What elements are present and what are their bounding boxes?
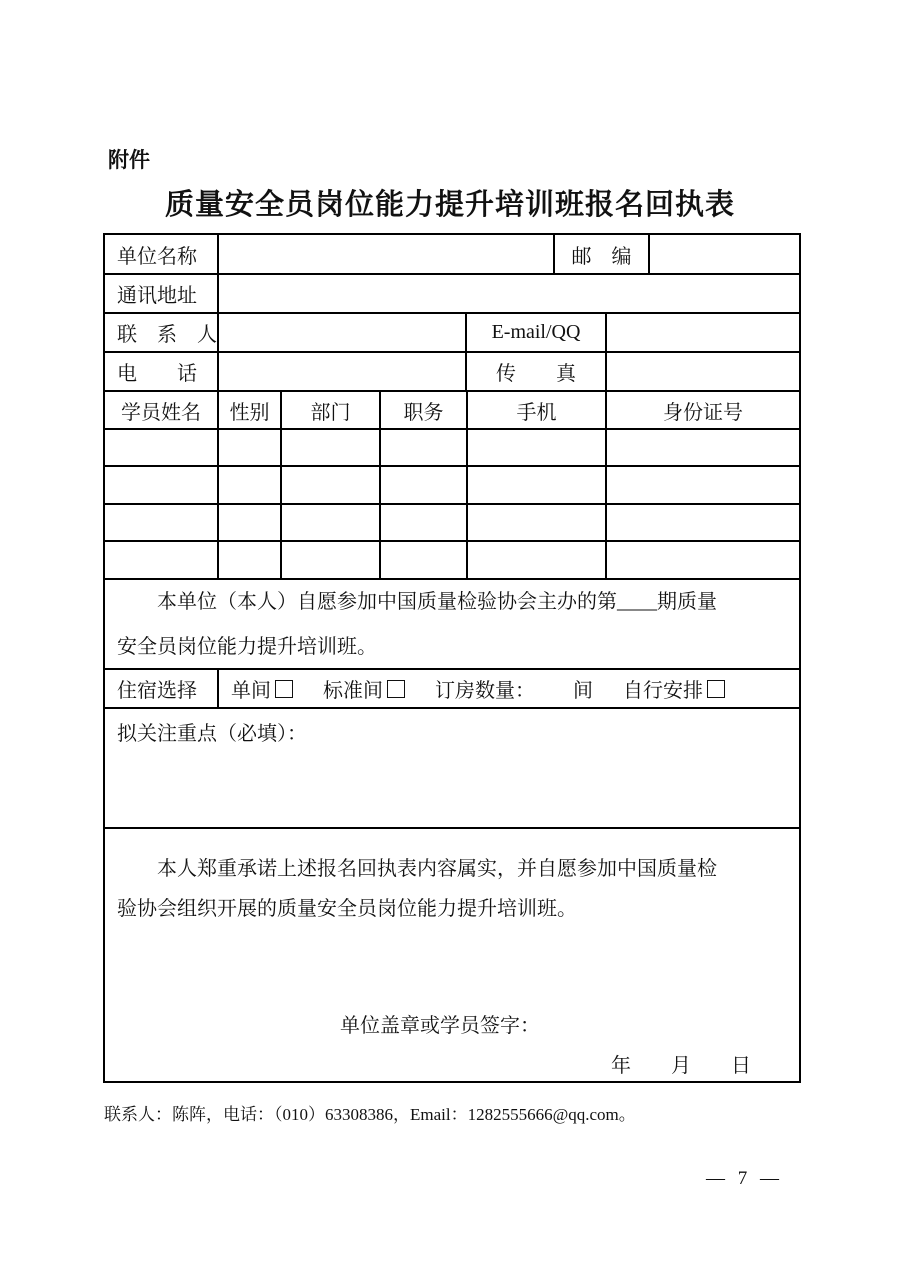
student-cell[interactable] — [219, 430, 282, 465]
focus-label: 拟关注重点（必填）： — [117, 723, 307, 745]
student-header-row — [105, 392, 799, 430]
focus-area[interactable] — [105, 709, 799, 829]
student-cell[interactable] — [607, 430, 799, 465]
student-cell[interactable] — [468, 430, 607, 465]
address-label: 通讯地址 — [105, 275, 219, 312]
student-row — [105, 542, 799, 580]
address-input[interactable] — [219, 275, 799, 312]
checkbox-icon[interactable] — [387, 680, 405, 698]
position-header: 职务 — [381, 392, 468, 428]
student-cell[interactable] — [219, 467, 282, 503]
commitment-block — [105, 829, 799, 1081]
student-cell[interactable] — [381, 430, 468, 465]
phone-row — [105, 353, 799, 392]
phone-input[interactable] — [219, 353, 467, 390]
student-cell[interactable] — [105, 430, 219, 465]
postcode-label: 邮 编 — [555, 235, 650, 273]
option-single-room — [231, 674, 293, 703]
room-count-blank[interactable] — [535, 679, 573, 699]
statement-line-2: 安全员岗位能力提升培训班。 — [117, 636, 377, 658]
registration-form-table — [103, 233, 801, 1083]
accommodation-row — [105, 670, 799, 709]
page-title: 质量安全员岗位能力提升培训班报名回执表 — [164, 189, 735, 221]
commitment-line-1: 本人郑重承诺上述报名回执表内容属实，并自愿参加中国质量检 — [157, 858, 717, 880]
student-cell[interactable] — [468, 505, 607, 540]
phone-label: 电 话 — [105, 353, 219, 390]
contact-label: 联 系 人 — [105, 314, 219, 351]
student-cell[interactable] — [219, 542, 282, 578]
student-cell[interactable] — [219, 505, 282, 540]
student-cell[interactable] — [105, 542, 219, 578]
rooms-unit-label: 间 — [573, 680, 593, 702]
email-label: E-mail/QQ — [467, 314, 607, 351]
unit-name-row — [105, 235, 799, 275]
student-cell[interactable] — [282, 430, 381, 465]
student-cell[interactable] — [607, 467, 799, 503]
room-count-label: 订房数量： — [435, 680, 535, 702]
student-row — [105, 467, 799, 505]
student-cell[interactable] — [105, 505, 219, 540]
student-cell[interactable] — [282, 542, 381, 578]
student-cell[interactable] — [282, 505, 381, 540]
signature-label: 单位盖章或学员签字： — [340, 1015, 540, 1037]
student-cell[interactable] — [381, 542, 468, 578]
page-number: — 7 — — [706, 1168, 783, 1189]
option-self-arrange — [623, 674, 725, 703]
contact-row — [105, 314, 799, 353]
gender-header: 性别 — [219, 392, 282, 428]
student-cell[interactable] — [607, 542, 799, 578]
participation-statement — [105, 580, 799, 670]
statement-line-1: 本单位（本人）自愿参加中国质量检验协会主办的第____期质量 — [157, 591, 717, 613]
option-standard-room — [323, 674, 405, 703]
student-cell[interactable] — [381, 467, 468, 503]
email-input[interactable] — [607, 314, 799, 351]
mobile-header: 手机 — [468, 392, 607, 428]
self-arrange-label: 自行安排 — [623, 680, 703, 702]
student-row — [105, 505, 799, 542]
contact-input[interactable] — [219, 314, 467, 351]
standard-room-label: 标准间 — [323, 680, 383, 702]
id-number-header: 身份证号 — [663, 401, 743, 424]
student-name-header: 学员姓名 — [105, 392, 219, 428]
room-count-group — [435, 674, 593, 703]
student-cell[interactable] — [105, 467, 219, 503]
fax-input[interactable] — [607, 353, 799, 390]
address-row — [105, 275, 799, 314]
checkbox-icon[interactable] — [275, 680, 293, 698]
student-cell[interactable] — [607, 505, 799, 540]
department-header: 部门 — [282, 392, 381, 428]
attachment-label: 附件 — [108, 149, 150, 172]
student-cell[interactable] — [468, 467, 607, 503]
student-row — [105, 430, 799, 467]
date-label: 年 月 日 — [611, 1055, 751, 1077]
student-cell[interactable] — [381, 505, 468, 540]
fax-label: 传 真 — [467, 353, 607, 390]
accommodation-label: 住宿选择 — [105, 670, 219, 707]
checkbox-icon[interactable] — [707, 680, 725, 698]
single-room-label: 单间 — [231, 680, 271, 702]
unit-name-label: 单位名称 — [105, 235, 219, 273]
unit-name-input[interactable] — [219, 235, 555, 273]
student-cell[interactable] — [468, 542, 607, 578]
commitment-line-2: 验协会组织开展的质量安全员岗位能力提升培训班。 — [117, 898, 577, 920]
postcode-input[interactable] — [650, 235, 799, 273]
accommodation-options — [219, 670, 799, 707]
footer-contact: 联系人：陈阵，电话：（010）63308386，Email：1282555666@qq.com。 — [104, 1105, 636, 1124]
student-cell[interactable] — [282, 467, 381, 503]
